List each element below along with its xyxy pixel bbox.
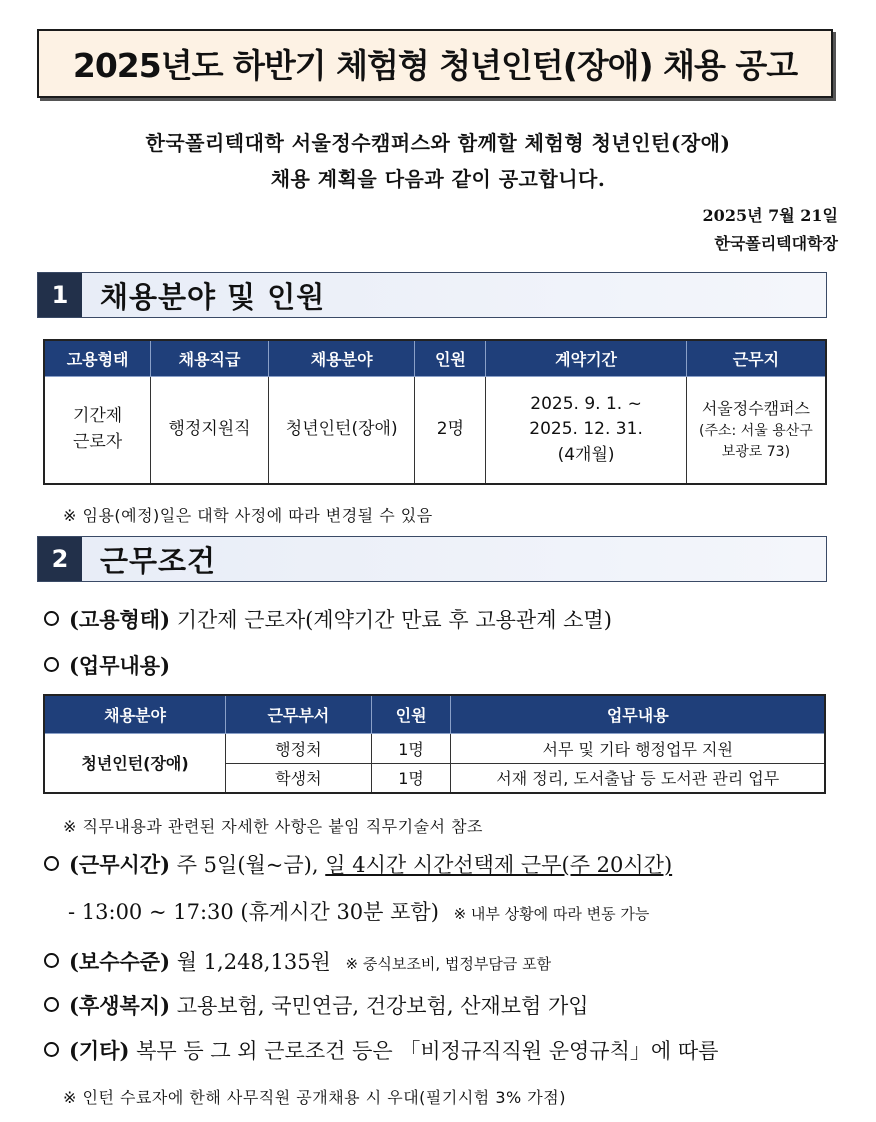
- welfare-item: [44, 990, 589, 1020]
- period-line-3: (4개월): [557, 444, 615, 465]
- section-1-title: 채용분야 및 인원: [82, 273, 826, 317]
- employment-label: (고용형태): [69, 607, 171, 632]
- cell-count: 2명: [415, 376, 486, 484]
- header-dept: 근무부서: [226, 695, 372, 733]
- hours-underlined: 일 4시간 시간선택제 근무(주 20시간): [325, 853, 673, 877]
- cell-location: [686, 376, 826, 484]
- header-employment-type: 고용형태: [44, 340, 151, 376]
- recruitment-table: [43, 339, 827, 485]
- cell-count: 1명: [371, 763, 451, 793]
- hours-text: 주 5일(월~금),: [176, 853, 319, 877]
- header-count: 인원: [371, 695, 451, 733]
- section-2-number: 2: [38, 537, 82, 581]
- header-period: 계약기간: [486, 340, 687, 376]
- circle-bullet-icon: [44, 997, 59, 1012]
- appointment-note: ※ 임용(예정)일은 대학 사정에 따라 변경될 수 있음: [63, 506, 433, 525]
- circle-bullet-icon: [44, 611, 59, 626]
- section-2-header: [37, 536, 827, 582]
- etc-label: (기타): [69, 1038, 130, 1063]
- hours-label: (근무시간): [69, 852, 171, 877]
- duties-note: ※ 직무내용과 관련된 자세한 사항은 붙임 직무기술서 참조: [63, 817, 483, 836]
- title-box: [37, 29, 833, 98]
- header-field: 채용분야: [44, 695, 226, 733]
- cell-period: [486, 376, 687, 484]
- hours-note: ※ 내부 상황에 따라 변동 가능: [453, 905, 650, 923]
- table-header-row: [44, 695, 825, 733]
- hours-detail: - 13:00 ~ 17:30 (휴게시간 30분 포함): [68, 900, 439, 924]
- period-line-1: 2025. 9. 1. ~: [530, 393, 642, 414]
- section-1-number: 1: [38, 273, 82, 317]
- section-1-header: [37, 272, 827, 318]
- table-row: [44, 376, 826, 484]
- header-rank: 채용직급: [151, 340, 269, 376]
- header-location: 근무지: [686, 340, 826, 376]
- announcement-date: 2025년 7월 21일: [702, 206, 838, 225]
- pay-label: (보수수준): [69, 949, 171, 974]
- address-line-1: (주소: 서울 용산구: [699, 422, 813, 439]
- duties-table: [43, 694, 826, 794]
- welfare-text: 고용보험, 국민연금, 건강보험, 산재보험 가입: [176, 994, 589, 1018]
- employment-text: 기간제 근로자(계약기간 만료 후 고용관계 소멸): [176, 608, 612, 632]
- address-line-2: 보광로 73): [721, 443, 791, 460]
- duties-label: (업무내용): [69, 653, 171, 678]
- intro-line-1: 한국폴리텍대학 서울정수캠퍼스와 함께할 체험형 청년인턴(장애): [145, 131, 731, 155]
- cell-desc: 서재 정리, 도서출납 등 도서관 관리 업무: [451, 763, 825, 793]
- circle-bullet-icon: [44, 657, 59, 672]
- period-line-2: 2025. 12. 31.: [529, 419, 643, 439]
- circle-bullet-icon: [44, 856, 59, 871]
- final-note: ※ 인턴 수료자에 한해 사무직원 공개채용 시 우대(필기시험 3% 가점): [63, 1088, 566, 1107]
- issuer: 한국폴리텍대학장: [714, 234, 838, 253]
- welfare-label: (후생복지): [69, 993, 171, 1018]
- duties-item: [44, 650, 170, 680]
- cell-rank: 행정지원직: [151, 376, 269, 484]
- table-header-row: [44, 340, 826, 376]
- cell-desc: 서무 및 기타 행정업무 지원: [451, 733, 825, 763]
- cell-dept: 학생처: [226, 763, 372, 793]
- location-name: 서울정수캠퍼스: [701, 398, 811, 418]
- circle-bullet-icon: [44, 953, 59, 968]
- employment-type-item: [44, 604, 612, 634]
- cell-field: 청년인턴(장애): [268, 376, 415, 484]
- intro-line-2: 채용 계획을 다음과 같이 공고합니다.: [270, 167, 606, 191]
- table-row: [44, 733, 825, 763]
- header-count: 인원: [415, 340, 486, 376]
- cell-employment-type: 기간제 근로자: [44, 376, 151, 484]
- hours-item: [44, 849, 672, 879]
- hours-detail-item: [68, 896, 649, 926]
- pay-note: ※ 중식보조비, 법정부담금 포함: [345, 955, 552, 973]
- page-title: 2025년도 하반기 체험형 청년인턴(장애) 채용 공고: [72, 46, 798, 85]
- header-field: 채용분야: [268, 340, 415, 376]
- section-2-title: 근무조건: [82, 537, 826, 581]
- circle-bullet-icon: [44, 1042, 59, 1057]
- cell-field: 청년인턴(장애): [44, 733, 226, 793]
- pay-text: 월 1,248,135원: [176, 950, 331, 974]
- etc-text: 복무 등 그 외 근로조건 등은 「비정규직직원 운영규칙」에 따름: [136, 1039, 719, 1063]
- etc-item: [44, 1035, 718, 1065]
- cell-dept: 행정처: [226, 733, 372, 763]
- pay-item: [44, 946, 551, 976]
- cell-count: 1명: [371, 733, 451, 763]
- header-duties: 업무내용: [451, 695, 825, 733]
